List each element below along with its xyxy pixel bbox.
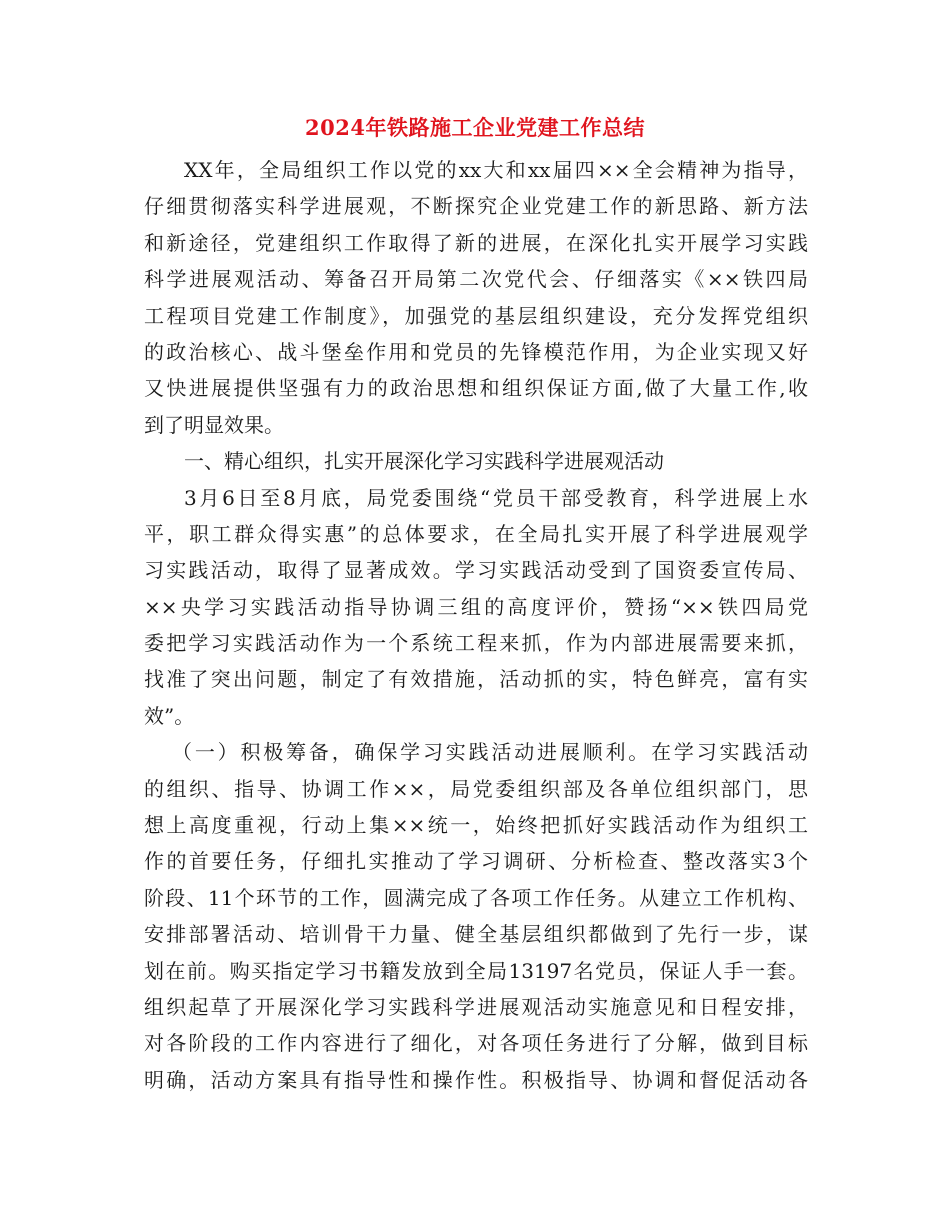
paragraph-line: 又快进展提供坚强有力的政治思想和组织保证方面,做了大量工作,收 — [144, 376, 808, 401]
paragraph-line: 作的首要任务，仔细扎实推动了学习调研、分析检查、整改落实3个 — [144, 849, 808, 874]
paragraph-line: 仔细贯彻落实科学进展观，不断探究企业党建工作的新思路、新方法 — [144, 194, 808, 219]
document-body — [144, 152, 808, 1098]
section-heading: 一、精心组织，扎实开展深化学习实践科学进展观活动 — [184, 449, 664, 474]
paragraph-line: 委把学习实践活动作为一个系统工程来抓，作为内部进展需要来抓， — [144, 631, 808, 656]
paragraph-line: 找准了突出问题，制定了有效措施，活动抓的实，特色鲜亮，富有实 — [144, 667, 808, 692]
paragraph-line: 想上高度重视，行动上集××统一，始终把抓好实践活动作为组织工 — [144, 813, 808, 838]
paragraph-line: 对各阶段的工作内容进行了细化，对各项任务进行了分解，做到目标 — [144, 1031, 808, 1056]
paragraph-line: 工程项目党建工作制度》，加强党的基层组织建设，充分发挥党组织 — [144, 303, 808, 328]
paragraph-line: 习实践活动，取得了显著成效。学习实践活动受到了国资委宣传局、 — [144, 558, 808, 583]
paragraph-line: 3月6日至8月底，局党委围绕“党员干部受教育，科学进展上水 — [184, 485, 808, 510]
paragraph-line: 平，职工群众得实惠”的总体要求，在全局扎实开展了科学进展观学 — [144, 521, 808, 546]
paragraph-line: 组织起草了开展深化学习实践科学进展观活动实施意见和日程安排， — [144, 994, 808, 1019]
paragraph-line: 划在前。购买指定学习书籍发放到全局13197名党员，保证人手一套。 — [144, 958, 808, 983]
paragraph-line: XX年，全局组织工作以党的xx大和xx届四××全会精神为指导， — [184, 158, 808, 182]
paragraph-line: 的政治核心、战斗堡垒作用和党员的先锋模范作用，为企业实现又好 — [144, 339, 808, 364]
paragraph-line: 和新途径，党建组织工作取得了新的进展，在深化扎实开展学习实践 — [144, 230, 808, 255]
document-title: 2024年铁路施工企业党建工作总结 — [305, 115, 645, 140]
paragraph-line: 科学进展观活动、筹备召开局第二次党代会、仔细落实《××铁四局 — [144, 267, 808, 292]
paragraph-line: ××央学习实践活动指导协调三组的高度评价，赞扬“××铁四局党 — [144, 594, 808, 619]
paragraph-line: 效”。 — [144, 703, 195, 728]
paragraph-line: 明确，活动方案具有指导性和操作性。积极指导、协调和督促活动各 — [144, 1067, 808, 1092]
paragraph-line: 安排部署活动、培训骨干力量、健全基层组织都做到了先行一步，谋 — [144, 922, 808, 947]
paragraph-line: （一）积极筹备，确保学习实践活动进展顺利。在学习实践活动 — [172, 740, 808, 765]
paragraph-line: 的组织、指导、协调工作××，局党委组织部及各单位组织部门，思 — [144, 776, 808, 801]
paragraph-line: 到了明显效果。 — [144, 412, 284, 437]
paragraph-line: 阶段、11个环节的工作，圆满完成了各项工作任务。从建立工作机构、 — [144, 885, 808, 910]
